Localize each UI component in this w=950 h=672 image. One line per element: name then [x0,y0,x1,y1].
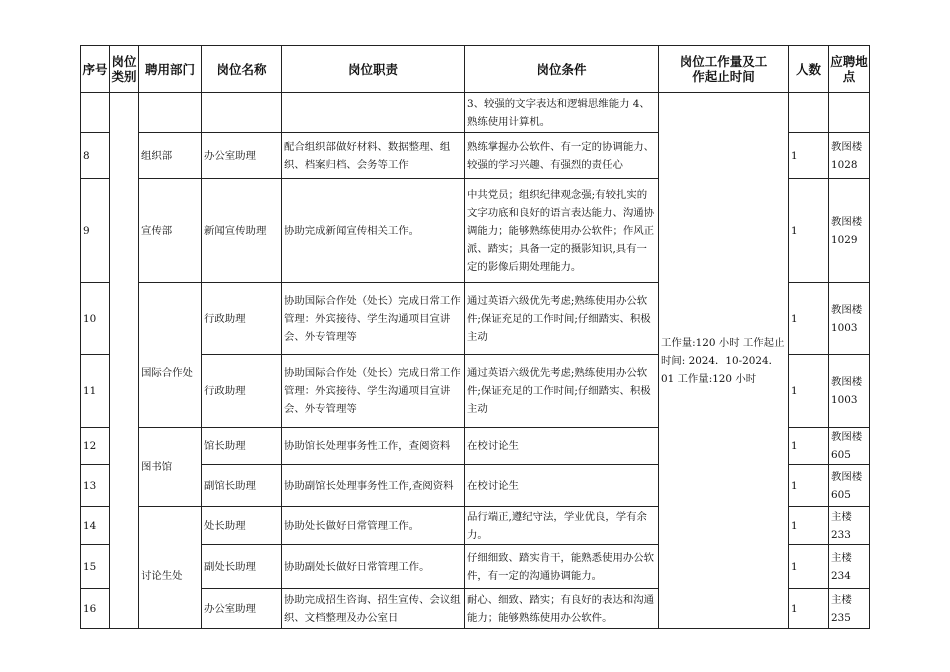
department-cell: 国际合作处 [139,283,202,428]
duties-cell: 协助国际合作处（处长）完成日常工作管理：外宾接待、学生沟通项目宣讲会、外专管理等 [282,283,465,355]
location-cell: 教图楼1029 [829,179,870,283]
duties-cell: 协助国际合作处（处长）完成日常工作管理：外宾接待、学生沟通项目宣讲会、外专管理等 [282,355,465,428]
requirements-cell: 3、较强的文字表达和逻辑思维能力 4、熟练使用计算机。 [465,93,659,133]
location-cell: 主楼233 [829,507,870,545]
header-seq: 序号 [81,46,110,93]
header-duties: 岗位职责 [282,46,465,93]
location-cell: 教图楼1028 [829,133,870,179]
location-cell: 教图楼1003 [829,283,870,355]
duties-cell: 配合组织部做好材料、数据整理、组织、档案归档、会务等工作 [282,133,465,179]
header-category: 岗位类别 [110,46,139,93]
table-row [81,93,870,133]
department-cell [139,93,202,133]
location-cell: 主楼235 [829,589,870,629]
location-cell: 教图楼605 [829,428,870,465]
duties-cell: 协助副处长做好日常管理工作。 [282,545,465,589]
count-cell: 1 [789,465,829,507]
department-cell: 讨论生处 [139,507,202,629]
seq-cell: 8 [81,133,110,179]
workload-cell: 工作量:120 小时 工作起止时间: 2024．10-2024．01 工作量:120 小时 [659,93,789,629]
position-cell: 新闻宣传助理 [202,179,282,283]
location-cell: 教图楼1003 [829,355,870,428]
header-count: 人数 [789,46,829,93]
seq-cell: 11 [81,355,110,428]
seq-cell: 14 [81,507,110,545]
requirements-cell: 在校讨论生 [465,465,659,507]
position-cell: 馆长助理 [202,428,282,465]
position-cell: 行政助理 [202,283,282,355]
seq-cell: 9 [81,179,110,283]
requirements-cell: 耐心、细致、踏实；有良好的表达和沟通能力；能够熟练使用办公软件。 [465,589,659,629]
count-cell: 1 [789,283,829,355]
department-cell: 组织部 [139,133,202,179]
header-location: 应聘地点 [829,46,870,93]
count-cell: 1 [789,179,829,283]
header-requirements: 岗位条件 [465,46,659,93]
duties-cell: 协助馆长处理事务性工作，查阅资料 [282,428,465,465]
duties-cell: 协助处长做好日常管理工作。 [282,507,465,545]
count-cell [789,93,829,133]
seq-cell: 16 [81,589,110,629]
count-cell: 1 [789,355,829,428]
location-cell: 主楼234 [829,545,870,589]
seq-cell: 12 [81,428,110,465]
seq-cell: 10 [81,283,110,355]
requirements-cell: 通过英语六级优先考虑;熟练使用办公软件;保证充足的工作时间;仔细踏实、积极主动 [465,283,659,355]
recruitment-table [80,45,870,629]
position-cell [202,93,282,133]
location-cell: 教图楼605 [829,465,870,507]
seq-cell: 15 [81,545,110,589]
requirements-cell: 中共党员；组织纪律观念强;有较扎实的文字功底和良好的语言表达能力、沟通协调能力；能够熟练使用办公软件；作风正派、踏实；具备一定的摄影知识,具有一定的影像后期处理能力。 [465,179,659,283]
position-cell: 办公室助理 [202,133,282,179]
seq-cell [81,93,110,133]
seq-cell: 13 [81,465,110,507]
position-cell: 处长助理 [202,507,282,545]
position-cell: 副处长助理 [202,545,282,589]
position-cell: 副馆长助理 [202,465,282,507]
count-cell: 1 [789,133,829,179]
requirements-cell: 品行端正,遵纪守法，学业优良，学有余力。 [465,507,659,545]
requirements-cell: 通过英语六级优先考虑;熟练使用办公软件;保证充足的工作时间;仔细踏实、积极主动 [465,355,659,428]
header-row [81,46,870,93]
category-cell [110,93,139,629]
requirements-cell: 熟练掌握办公软件、有一定的协调能力、较强的学习兴趣、有强烈的责任心 [465,133,659,179]
position-cell: 行政助理 [202,355,282,428]
header-workload: 岗位工作量及工作起止时间 [659,46,789,93]
duties-cell: 协助完成新闻宣传相关工作。 [282,179,465,283]
count-cell: 1 [789,428,829,465]
duties-cell [282,93,465,133]
requirements-cell: 在校讨论生 [465,428,659,465]
requirements-cell: 仔细细致、踏实肯干，能熟悉使用办公软件，有一定的沟通协调能力。 [465,545,659,589]
duties-cell: 协助完成招生咨询、招生宣传、会议组织、文档整理及办公室日 [282,589,465,629]
department-cell: 宣传部 [139,179,202,283]
header-department: 聘用部门 [139,46,202,93]
position-cell: 办公室助理 [202,589,282,629]
count-cell: 1 [789,545,829,589]
department-cell: 图书馆 [139,428,202,507]
location-cell [829,93,870,133]
duties-cell: 协助副馆长处理事务性工作,查阅资料 [282,465,465,507]
count-cell: 1 [789,507,829,545]
header-position: 岗位名称 [202,46,282,93]
count-cell: 1 [789,589,829,629]
